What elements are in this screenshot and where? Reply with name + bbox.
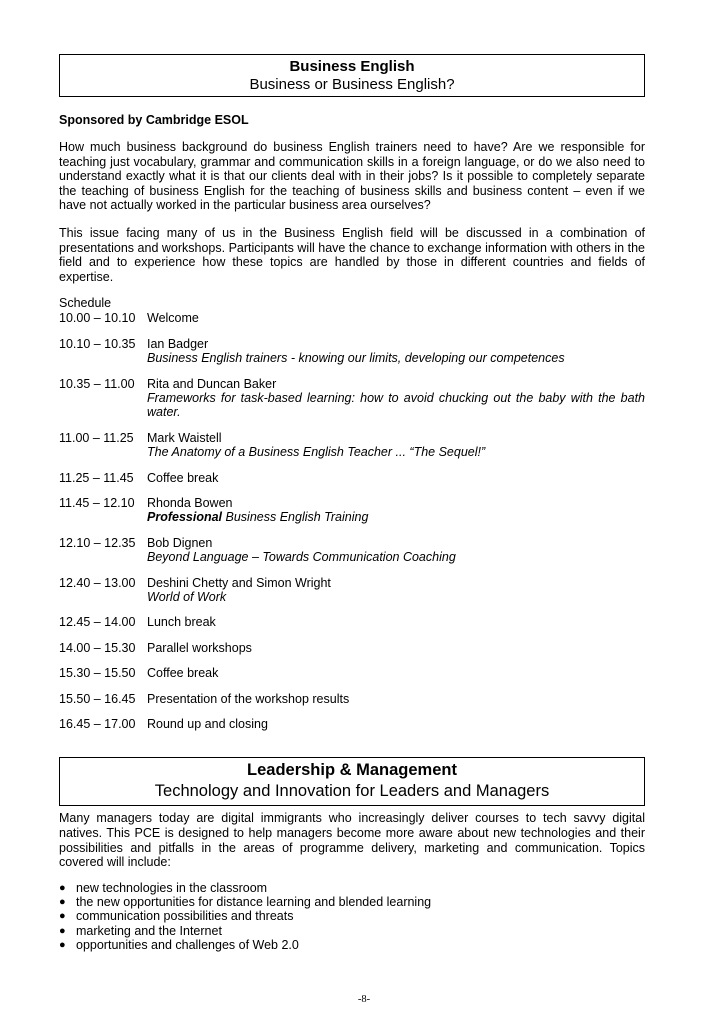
schedule-label: Schedule [59,296,112,311]
schedule-session-title [147,510,645,524]
schedule-session-title: World of Work [147,590,227,605]
schedule-row [59,666,645,680]
session-title-rest: Business English Training [222,510,369,525]
leadership-title-box [59,757,645,806]
business-english-title-box [59,54,645,97]
schedule-speaker: Mark Waistell [147,430,222,445]
bullet-icon: ● [59,896,66,909]
schedule-item: Coffee break [147,666,219,681]
schedule-time: 16.45 – 17.00 [59,717,136,732]
schedule-row [59,377,645,420]
schedule-speaker: Deshini Chetty and Simon Wright [147,575,331,590]
schedule-row [59,311,645,325]
list-item [59,924,645,938]
section-subtitle: Business or Business English? [249,76,455,93]
list-item-text: communication possibilities and threats [76,909,294,924]
section-title: Business English [289,58,415,75]
bullet-icon: ● [59,910,66,923]
schedule-row [59,717,645,731]
schedule-row [59,337,645,366]
schedule-time: 12.10 – 12.35 [59,535,136,550]
schedule-time: 10.00 – 10.10 [59,311,136,326]
bullet-icon: ● [59,939,66,952]
leadership-paragraph: Many managers today are digital immigrants who increasingly deliver courses to tech savvy digital natives. This PCE is designed to help managers become more aware about new technologies and their possibilities and pitfalls in the areas of programme delivery, marketing and communication. Topics covered will include: [59,811,645,870]
page-number: -8- [357,994,371,1005]
schedule-item: Lunch break [147,615,216,630]
list-item-text: new technologies in the classroom [76,880,268,895]
schedule-row [59,576,645,605]
list-item [59,895,645,909]
schedule-time: 12.45 – 14.00 [59,615,136,630]
issue-paragraph: This issue facing many of us in the Business English field will be discussed in a combination of presentations and workshops. Participants will have the chance to exchange information with others in the field and to experience how these topics are handled by those in different countries and fields of expertise. [59,225,645,284]
schedule-row [59,496,645,525]
schedule-row [59,692,645,706]
schedule-time: 11.45 – 12.10 [59,496,135,510]
schedule-session-title: Beyond Language – Towards Communication Coaching [147,550,456,565]
intro-paragraph: How much business background do business English trainers need to have? Are we responsible for teaching just vocabulary, grammar and communication skills in a foreign language, or do we also need to understand exactly what it is that our clients deal with in their jobs? Is it possible to completely separate the teaching of business English for the teaching of business skills and business content – even if we have not actually worked in the particular business area ourselves? [59,140,645,213]
schedule-speaker: Rita and Duncan Baker [147,376,277,391]
schedule-time: 14.00 – 15.30 [59,640,136,655]
sponsor-line: Sponsored by Cambridge ESOL [59,113,249,127]
schedule-item: Coffee break [147,470,219,485]
schedule-time: 10.10 – 10.35 [59,336,136,351]
schedule-time: 10.35 – 11.00 [59,376,135,391]
schedule-item: Round up and closing [147,717,268,732]
schedule-session-title: Business English trainers - knowing our limits, developing our competences [147,351,565,366]
list-item [59,881,645,895]
list-item-text: opportunities and challenges of Web 2.0 [76,938,299,953]
bullet-icon: ● [59,924,66,937]
schedule-time: 12.40 – 13.00 [59,575,136,590]
schedule-row [59,615,645,629]
schedule-time: 11.00 – 11.25 [59,430,134,445]
schedule-session-title: The Anatomy of a Business English Teacher ... “The Sequel!” [147,445,486,460]
schedule-time: 11.25 – 11.45 [59,470,134,485]
session-title-emphasis: Professional [147,510,223,525]
list-item [59,909,645,923]
schedule-speaker: Ian Badger [147,336,209,351]
schedule-session-title: Frameworks for task-based learning: how to avoid chucking out the baby with the bath water. [147,390,645,420]
section-title: Leadership & Management [247,761,457,780]
schedule-item: Welcome [147,311,199,326]
list-item-text: marketing and the Internet [76,923,222,938]
schedule-row [59,471,645,485]
list-item [59,938,645,952]
section-subtitle: Technology and Innovation for Leaders and Managers [154,782,550,801]
schedule-time: 15.30 – 15.50 [59,666,136,681]
schedule-row [59,431,645,460]
bullet-icon: ● [59,881,66,894]
schedule-row [59,641,645,655]
schedule-speaker: Rhonda Bowen [147,496,233,510]
schedule-speaker: Bob Dignen [147,535,213,550]
schedule-time: 15.50 – 16.45 [59,691,136,706]
topics-list [59,881,645,952]
list-item-text: the new opportunities for distance learning and blended learning [76,895,432,910]
schedule-row [59,536,645,565]
schedule-item: Presentation of the workshop results [147,691,350,706]
document-page [59,54,645,952]
schedule-item: Parallel workshops [147,640,252,655]
